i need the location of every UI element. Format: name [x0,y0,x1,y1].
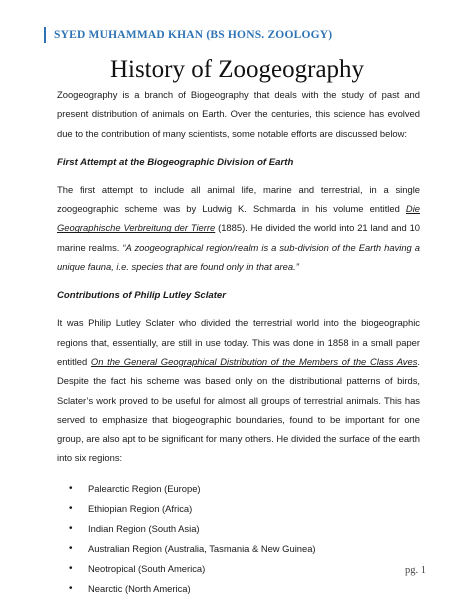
list-item: • Palearctic Region (Europe) [57,479,420,499]
sclater-paragraph [57,313,420,467]
section-heading-sclater: Contributions of Philip Lutley Sclater [57,290,226,302]
list-item: • Australian Region (Australia, Tasmania & New Guinea) [57,539,420,559]
list-item: • Neotropical (South America) [57,559,420,579]
regions-list [57,479,420,599]
schmarda-text-2: (1885). He divided the world into 21 land and 10 marine realms. [57,222,420,253]
list-item: • Nearctic (North America) [57,579,420,599]
page-number: pg. 1 [405,565,426,576]
document-title: History of Zoogeography [109,56,365,83]
page-header [44,27,332,43]
list-item: • Indian Region (South Asia) [57,519,420,539]
list-item: • Ethiopian Region (Africa) [57,499,420,519]
sclater-text-1: It was Philip Lutley Sclater who divided the terrestrial world into the biogeographic regions that, essentially, are still in use today. This was done in 1858 in a small paper entitled [57,317,420,367]
section-heading-schmarda: First Attempt at the Biogeographic Division of Earth [57,156,294,168]
intro-paragraph: Zoogeography is a branch of Biogeography that deals with the study of past and present distribution of animals on Earth. Over the centuries, this science has evolved due to the contribution of many scientists, some notable efforts are discussed below: [57,89,420,139]
document-body [57,85,420,599]
schmarda-paragraph [57,180,420,276]
realm-definition-quote: “A zoogeographical region/realm is a sub-division of the Earth having a unique fauna, i.e. species that are found only in that area.” [57,241,420,273]
paper-title: On the General Geographical Distribution of the Members of the Class Aves [90,355,418,367]
header-text: SYED MUHAMMAD KHAN (BS HONS. ZOOLOGY) [54,29,333,41]
sclater-text-2: . Despite the fact his scheme was based only on the distributional patterns of birds, Sclater’s work proved to be useful for almost all groups of terrestrial animals. This has served to emphasize that biogeographic boundaries, found to be important for one group, are also apt to be significant for many others. He divided the surface of the earth into six regions: [57,355,420,464]
book-title: Die Geographische Verbreitung der Tierre [57,203,420,234]
schmarda-text-1: The first attempt to include all animal life, marine and terrestrial, in a single zoogeographic scheme was by Ludwig K. Schmarda in his volume entitled [57,183,420,215]
